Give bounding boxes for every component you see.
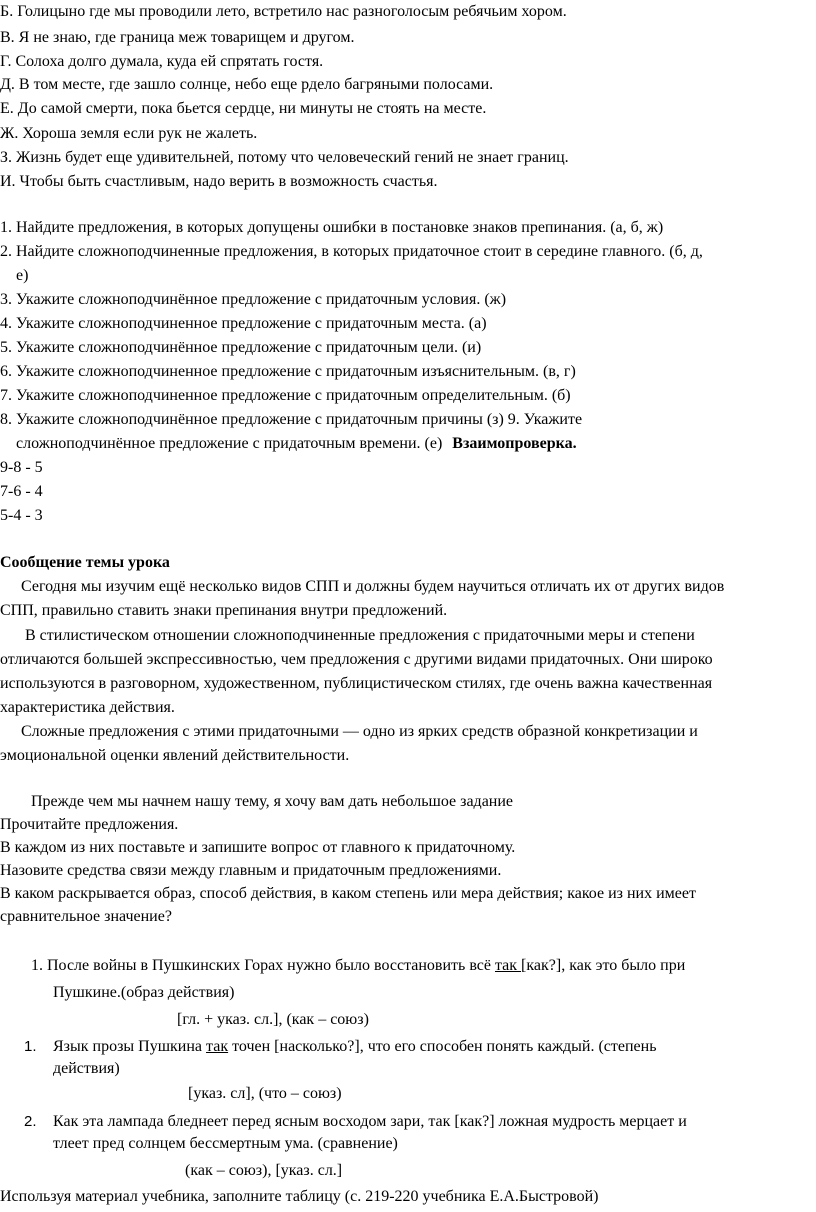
topic-p2-line1: В стилистическом отношении сложноподчиненные предложения с придаточными меры и степени <box>25 627 695 644</box>
example-1-cont: Пушкине.(образ действия) <box>53 984 235 1001</box>
sentence-z: З. Жизнь будет еще удивительней, потому что человеческий гений не знает границ. <box>0 149 569 166</box>
example-1-post: [как?], как это было при <box>521 957 686 974</box>
sentence-g: Г. Солоха долго думала, куда ей спрятать гостя. <box>0 53 324 70</box>
grade-5: 9-8 - 5 <box>0 459 43 476</box>
assignment-line-2: В каждом из них поставьте и запишите вопрос от главного к придаточному. <box>0 839 516 856</box>
assignment-intro: Прежде чем мы начнем нашу тему, я хочу вам дать небольшое задание <box>31 793 514 810</box>
example-2 <box>53 1037 657 1057</box>
topic-p3-line2: эмоциональной оценки явлений действительности. <box>0 747 350 764</box>
task-9 <box>16 434 577 454</box>
assignment-line-3: Назовите средства связи между главным и придаточным предложениями. <box>0 862 502 879</box>
assignment-line-4: В каком раскрывается образ, способ действия, в каком степень или мера действия; какое из них имеет <box>0 885 696 902</box>
example-2-number: 1. <box>24 1038 37 1055</box>
example-2-underlined: так <box>206 1038 229 1055</box>
sentence-i: И. Чтобы быть счастливым, надо верить в возможность счастья. <box>0 173 438 190</box>
example-3: Как эта лампада бледнеет перед ясным восходом зари, так [как?] ложная мудрость мерцает и <box>53 1113 687 1130</box>
example-1 <box>31 956 685 976</box>
sentence-d: Д. В том месте, где зашло солнце, небо еще рдело багряными полосами. <box>0 76 494 93</box>
task-1: 1. Найдите предложения, в которых допущены ошибки в постановке знаков препинания. (а, б, ж) <box>0 219 664 236</box>
sentence-v: В. Я не знаю, где граница меж товарищем и другом. <box>0 29 355 46</box>
example-2-post: точен [насколько?], что его способен понять каждый. (степень <box>228 1038 657 1055</box>
task-7: 7. Укажите сложноподчиненное предложение с придаточным определительным. (б) <box>0 387 571 404</box>
grade-3: 5-4 - 3 <box>0 507 43 524</box>
topic-p2-line3: используются в разговорном, художественном, публицистическом стилях, где очень важна качественная <box>0 675 713 692</box>
task-5: 5. Укажите сложноподчинённое предложение с придаточным цели. (и) <box>0 339 482 356</box>
sentence-b: Б. Голицыно где мы проводили лето, встретило нас разноголосым ребячьим хором. <box>0 3 567 20</box>
topic-p1-line2: СПП, правильно ставить знаки препинания внутри предложений. <box>0 602 448 619</box>
task-9-text: сложноподчинённое предложение с придаточным времени. (е) <box>16 435 443 452</box>
example-2-scheme: [указ. сл], (что – союз) <box>188 1085 342 1102</box>
task-2: 2. Найдите сложноподчиненные предложения, в которых придаточное стоит в середине главного. (б, д, <box>0 243 703 260</box>
example-3-cont: тлеет пред солнцем бессмертным ума. (сравнение) <box>53 1135 398 1152</box>
table-instruction: Используя материал учебника, заполните таблицу (с. 219-220 учебника Е.А.Быстровой) <box>0 1188 599 1205</box>
topic-p2-line2: отличаются большей экспрессивностью, чем предложения с другими видами придаточных. Они широко <box>0 651 713 668</box>
example-3-number: 2. <box>24 1113 37 1130</box>
topic-p2-line4: характеристика действия. <box>0 699 175 716</box>
example-2-pre: Язык прозы Пушкина <box>53 1038 207 1055</box>
mutual-check-label: Взаимопроверка. <box>452 435 577 452</box>
topic-p1-line1: Сегодня мы изучим ещё несколько видов СПП и должны будем научиться отличать их от других видов <box>21 578 725 595</box>
example-2-cont: действия) <box>53 1060 120 1077</box>
example-3-scheme: (как – союз), [указ. сл.] <box>185 1162 343 1179</box>
assignment-line-5: сравнительное значение? <box>0 908 172 925</box>
sentence-e: Е. До самой смерти, пока бьется сердце, ни минуты не стоять на месте. <box>0 100 487 117</box>
task-3: 3. Укажите сложноподчинённое предложение с придаточным условия. (ж) <box>0 291 507 308</box>
example-1-pre: 1. После войны в Пушкинских Горах нужно было восстановить всё <box>31 957 495 974</box>
sentence-zh: Ж. Хороша земля если рук не жалеть. <box>0 125 258 142</box>
grade-4: 7-6 - 4 <box>0 483 43 500</box>
task-2-cont: е) <box>16 267 29 284</box>
task-4: 4. Укажите сложноподчиненное предложение с придаточным места. (а) <box>0 315 487 332</box>
example-1-scheme: [гл. + указ. сл.], (как – союз) <box>177 1011 369 1028</box>
assignment-line-1: Прочитайте предложения. <box>0 816 179 833</box>
topic-heading: Сообщение темы урока <box>0 554 170 571</box>
task-6: 6. Укажите сложноподчиненное предложение с придаточным изъяснительным. (в, г) <box>0 363 576 380</box>
example-1-underlined: так <box>494 957 522 974</box>
task-8: 8. Укажите сложноподчинённое предложение с придаточным причины (з) 9. Укажите <box>0 411 583 428</box>
topic-p3-line1: Сложные предложения с этими придаточными — одно из ярких средств образной конкретизации и <box>21 723 698 740</box>
